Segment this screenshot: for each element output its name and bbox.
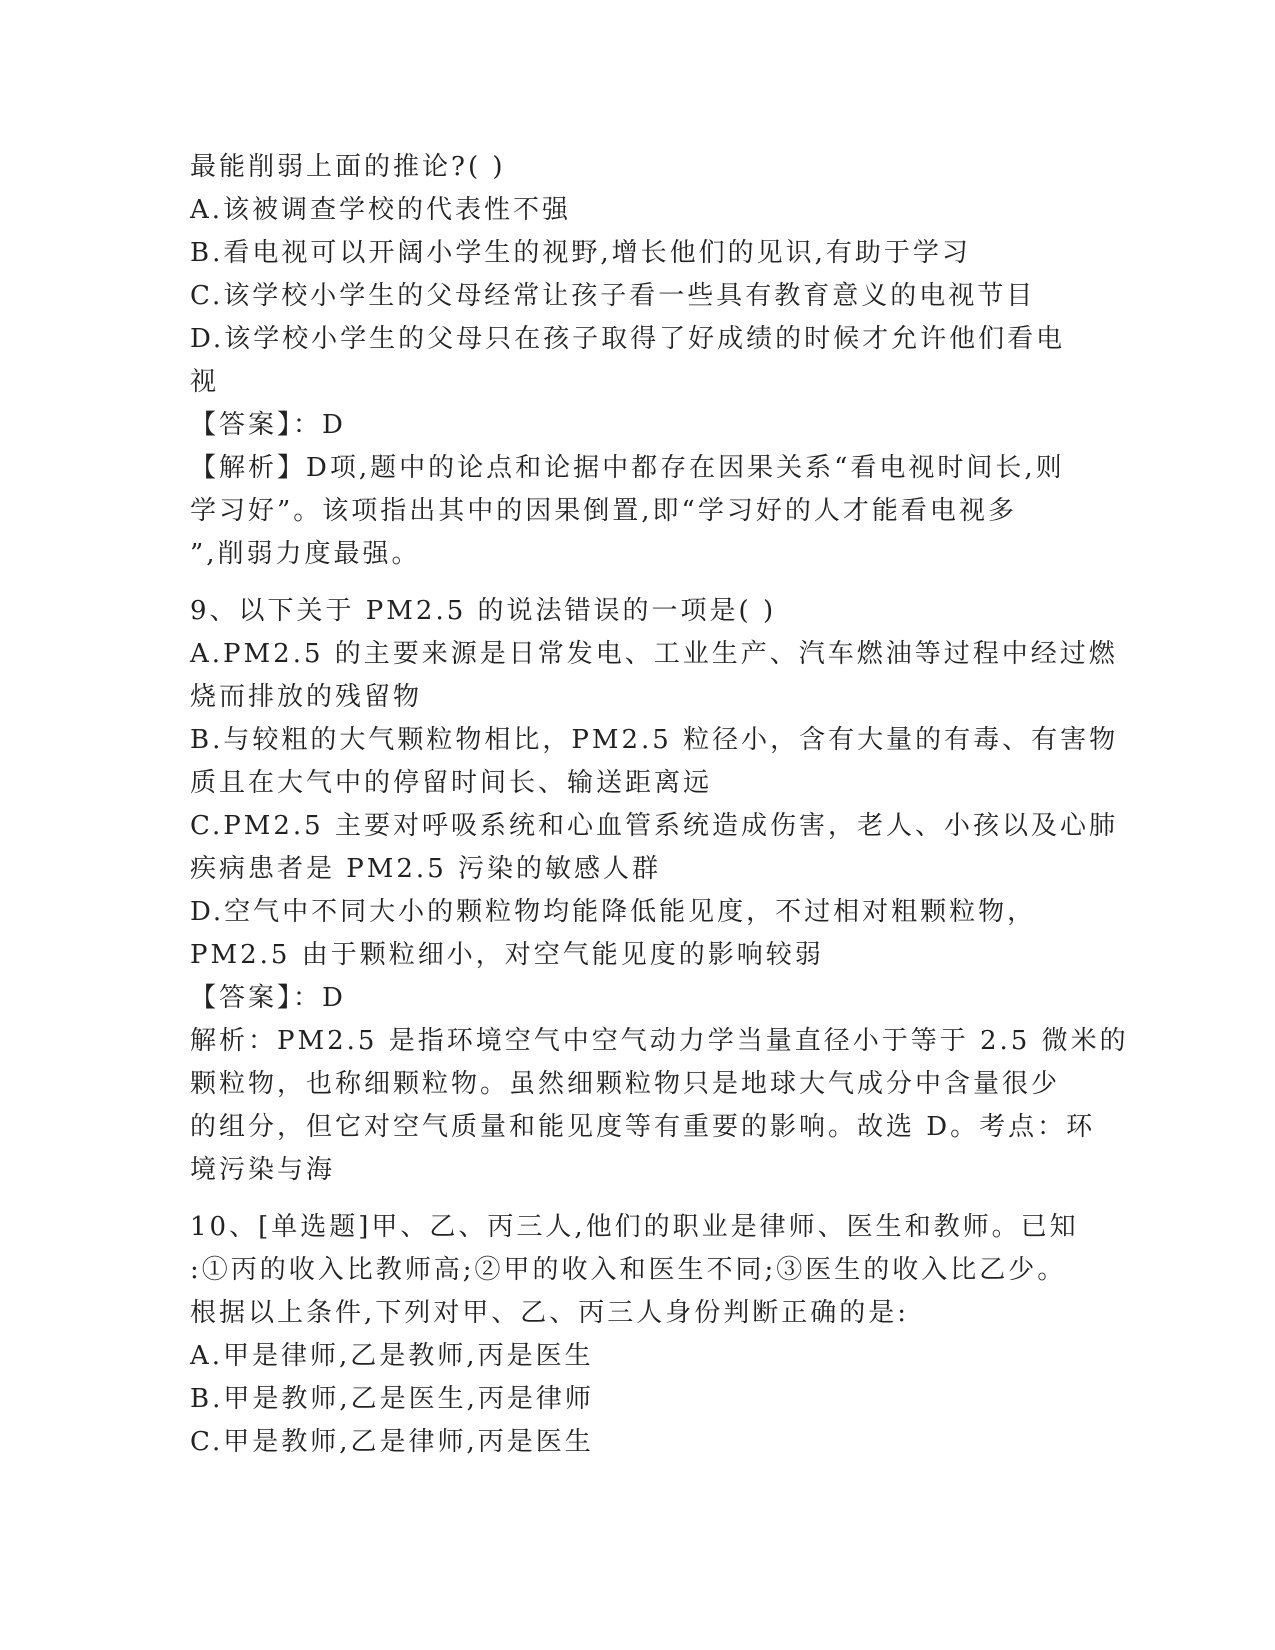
question-9-analysis-line: 的组分，但它对空气质量和能见度等有重要的影响。故选 D。考点：环: [190, 1112, 1096, 1142]
question-9-option-c-continued: 疾病患者是 PM2.5 污染的敏感人群: [190, 854, 661, 884]
section-gap: [190, 576, 1090, 590]
question-9-option-c: C.PM2.5 主要对呼吸系统和心血管系统造成伤害，老人、小孩以及心肺: [190, 811, 1118, 841]
question-10-option-b: B.甲是教师,乙是医生,丙是律师: [190, 1384, 594, 1414]
question-10-stem-line: 10、[单选题]甲、乙、丙三人,他们的职业是律师、医生和教师。已知: [190, 1212, 1079, 1242]
question-9-analysis-line: 解析：PM2.5 是指环境空气中空气动力学当量直径小于等于 2.5 微米的: [190, 1026, 1129, 1056]
question-8-option-c: C.该学校小学生的父母经常让孩子看一些具有教育意义的电视节目: [190, 281, 1036, 311]
question-8-option-d-continued: 视: [190, 367, 220, 397]
question-9-option-d-continued: PM2.5 由于颗粒细小，对空气能见度的影响较弱: [190, 940, 824, 970]
question-9-option-b-continued: 质且在大气中的停留时间长、输送距离远: [190, 768, 713, 798]
question-9-option-b: B.与较粗的大气颗粒物相比，PM2.5 粒径小，含有大量的有毒、有害物: [190, 725, 1119, 755]
question-9-option-d: D.空气中不同大小的颗粒物均能降低能见度，不过相对粗颗粒物，: [190, 897, 1037, 927]
question-8-option-b: B.看电视可以开阔小学生的视野,增长他们的见识,有助于学习: [190, 238, 971, 268]
question-8-option-d: D.该学校小学生的父母只在孩子取得了好成绩的时候才允许他们看电: [190, 324, 1066, 354]
question-10-stem-line: 根据以上条件,下列对甲、乙、丙三人身份判断正确的是:: [190, 1298, 910, 1328]
question-10-option-c: C.甲是教师,乙是律师,丙是医生: [190, 1427, 594, 1457]
question-10-stem-line: :①丙的收入比教师高;②甲的收入和医生不同;③医生的收入比乙少。: [190, 1255, 1067, 1285]
section-gap: [190, 1192, 1090, 1206]
question-10-section: [190, 1206, 1090, 1464]
question-9-section: [190, 590, 1129, 1192]
question-9-stem: 9、以下关于 PM2.5 的说法错误的一项是( ): [190, 596, 777, 626]
question-8-analysis-line: 【解析】D项,题中的论点和论据中都存在因果关系“看电视时间长,则: [190, 453, 1065, 483]
question-9-option-a-continued: 烧而排放的残留物: [190, 682, 423, 712]
question-8-analysis-line: 学习好”。该项指出其中的因果倒置,即“学习好的人才能看电视多: [190, 496, 1017, 526]
question-9-answer: 【答案】：D: [190, 983, 346, 1013]
question-8-stem: 最能削弱上面的推论?( ): [190, 152, 506, 182]
question-8-analysis-line: ”,削弱力度最强。: [190, 539, 421, 569]
question-9-option-a: A.PM2.5 的主要来源是日常发电、工业生产、汽车燃油等过程中经过燃: [190, 639, 1118, 669]
question-9-analysis-line: 境污染与海: [190, 1155, 336, 1185]
document-page: [190, 146, 1129, 1464]
question-8-answer: 【答案】：D: [190, 410, 346, 440]
question-8-section: [190, 146, 1090, 576]
question-9-analysis-line: 颗粒物，也称细颗粒物。虽然细颗粒物只是地球大气成分中含量很少: [190, 1069, 1061, 1099]
question-10-option-a: A.甲是律师,乙是教师,丙是医生: [190, 1341, 594, 1371]
question-8-option-a: A.该被调查学校的代表性不强: [190, 195, 572, 225]
